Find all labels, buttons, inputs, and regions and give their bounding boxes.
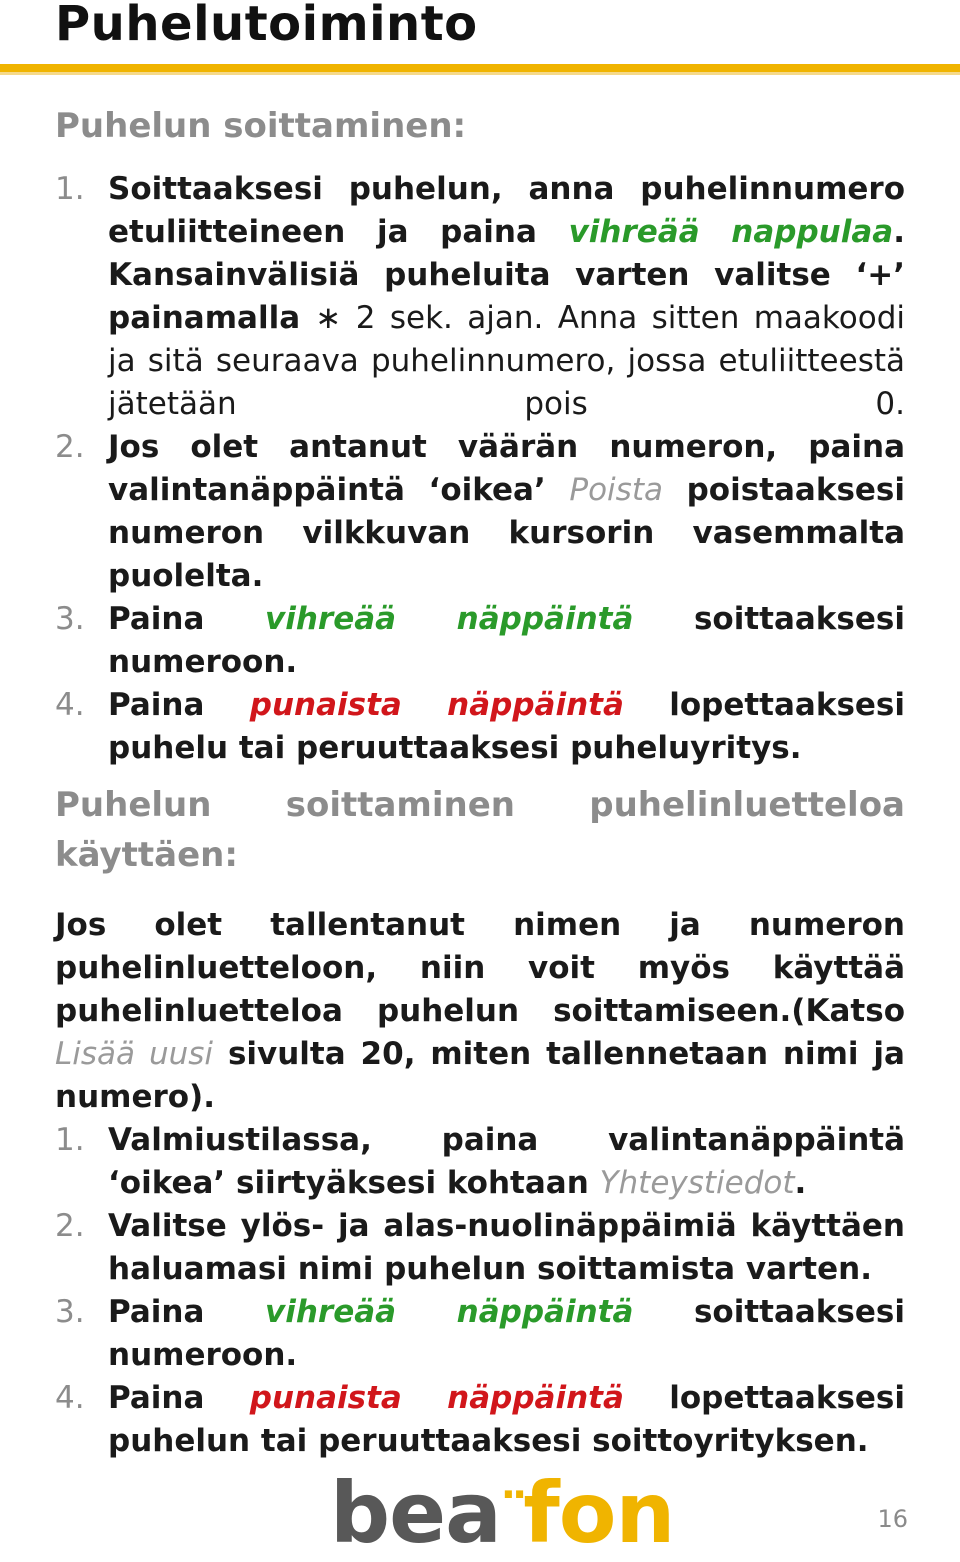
logo-text-fon: fon [523,1464,675,1562]
step-text: ∗ 2 sek. ajan. Anna sitten maakoodi ja sitä seuraava puhelinnumero, jossa etuliitteestä jätetään pois 0. [108,300,905,422]
step-text: Paina [108,1380,250,1416]
step-text: Jos olet antanut väärän numeron, paina valintanäppäintä ‘oikea’ [108,429,905,508]
list-item [55,598,905,684]
green-key-text: vihreää näppäintä [265,601,634,637]
list-item-number: 3. [55,601,85,637]
intro-text: Jos olet tallentanut nimen ja numeron puhelinluetteloon, niin voit myös käyttää puhelinluetteloa puhelun soittamiseen.(Katso [55,907,905,1029]
logo-text-bea: bea [330,1464,501,1562]
step-text: Soittaaksesi puhelun, anna puhelinnumero etuliitteineen ja paina [108,171,905,250]
step-text: soittaaksesi numeroon. [108,601,905,680]
step-text: lopettaaksesi puhelu tai peruuttaaksesi puheluyritys. [108,687,906,766]
step-text: poistaaksesi numeron vilkkuvan kursorin vasemmalta puolelta. [108,472,905,594]
intro-text: sivulta 20, miten tallennetaan nimi ja numero). [55,1036,905,1115]
title-underline [0,64,960,72]
page-number: 16 [877,1505,908,1533]
section-heading-calling: Puhelun soittaminen: [55,106,467,146]
list-item-number: 1. [55,1122,85,1158]
list-item-number: 3. [55,1294,85,1330]
phonebook-intro [55,904,905,1119]
menu-reference: Yhteystiedot [599,1165,795,1201]
list-item-number: 4. [55,1380,85,1416]
phonebook-steps-list [55,1119,905,1463]
menu-reference: Lisää uusi [55,1036,214,1072]
list-item [55,168,905,426]
softkey-label: Poista [569,472,663,508]
list-item [55,1119,905,1205]
step-text: . [794,1165,807,1201]
beafon-logo [330,1450,675,1562]
calling-steps-list [55,168,905,770]
list-item [55,684,905,770]
list-item-number: 2. [55,429,85,465]
list-item [55,1291,905,1377]
section-heading-phonebook: Puhelun soittaminen puhelinluetteloa käyttäen: [55,785,905,875]
page-title: Puhelutoiminto [55,0,478,52]
list-item [55,1205,905,1291]
green-key-text: vihreää nappulaa [568,214,894,250]
list-item-number: 4. [55,687,85,723]
red-key-text: punaista näppäintä [249,1380,624,1416]
step-text: Paina [108,601,266,637]
logo-dots: ·· [500,1472,524,1518]
list-item-number: 2. [55,1208,85,1244]
step-text: Valitse ylös- ja alas-nuolinäppäimiä käyttäen haluamasi nimi puhelun soittamista varten. [108,1208,905,1287]
step-text: . Kansainvälisiä puheluita varten valitse ‘+’ painamalla [108,214,905,336]
step-text: lopettaaksesi puhelun tai peruuttaaksesi soittoyrityksen. [108,1380,906,1459]
red-key-text: punaista näppäintä [249,687,624,723]
step-text: Paina [108,1294,266,1330]
list-item-number: 1. [55,171,85,207]
list-item [55,426,905,598]
step-text: soittaaksesi numeroon. [108,1294,905,1373]
green-key-text: vihreää näppäintä [265,1294,634,1330]
step-text: Paina [108,687,250,723]
step-text: Valmiustilassa, paina valintanäppäintä ‘oikea’ siirtyäksesi kohtaan [108,1122,905,1201]
main-content [55,100,905,1463]
